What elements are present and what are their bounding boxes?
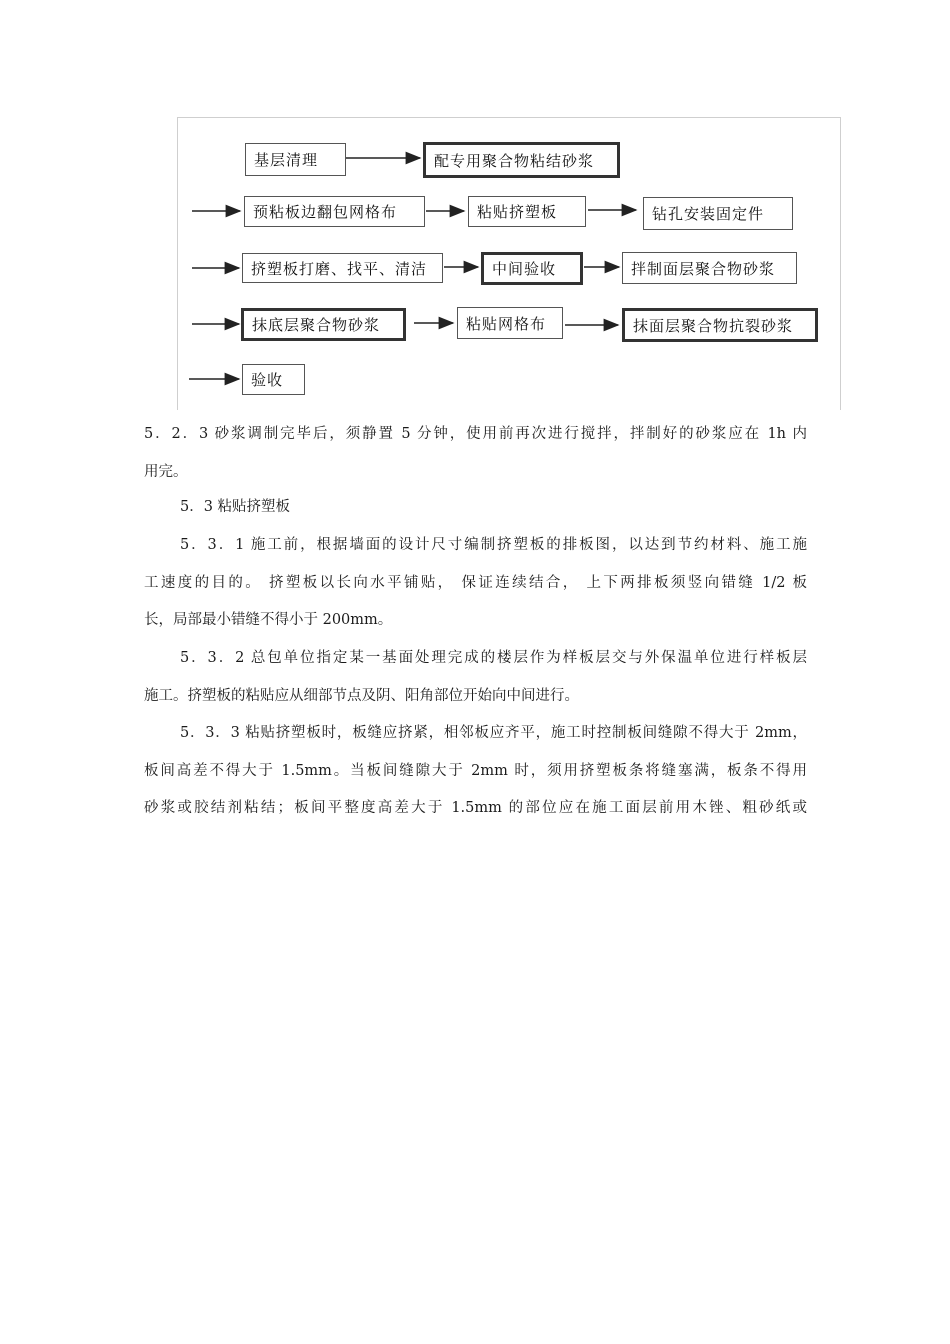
body-text: [144, 527, 807, 640]
flow-step: 粘贴网格布: [457, 307, 563, 339]
flow-step: 配专用聚合物粘结砂浆: [423, 142, 620, 178]
paragraph-line: 5．3．2 总包单位指定某一基面处理完成的楼层作为样板层交与外保温单位进行样板层: [180, 650, 807, 666]
paragraph-line: 5．3．3 粘贴挤塑板时，板缝应挤紧，相邻板应齐平，施工时控制板间缝隙不得大于 2mm，: [180, 725, 807, 741]
flow-step: 验收: [242, 364, 305, 395]
paragraph-line: 5．3．1 施工前，根据墙面的设计尺寸编制挤塑板的排板图，以达到节约材料、施工施: [180, 537, 807, 553]
paragraph-line: 施工。挤塑板的粘贴应从细部节点及阴、阳角部位开始向中间进行。: [144, 687, 579, 704]
paragraph-line: 5．3 粘贴挤塑板: [180, 499, 291, 515]
flow-step: 预粘板边翻包网格布: [244, 196, 425, 227]
flow-step: 抹底层聚合物砂浆: [241, 308, 406, 341]
section-heading: [144, 489, 807, 527]
flow-step: 基层清理: [245, 143, 346, 176]
flow-step: 中间验收: [481, 252, 583, 285]
body-text: [144, 416, 807, 491]
body-text: [144, 715, 807, 828]
flow-step: 挤塑板打磨、找平、清洁: [242, 253, 443, 283]
flow-step: 钻孔安装固定件: [643, 197, 793, 230]
paragraph-line: 长，局部最小错缝不得小于 200mm。: [144, 612, 393, 628]
flow-step: 粘贴挤塑板: [468, 196, 586, 227]
paragraph-line: 砂浆或胶结剂粘结；板间平整度高差大于 1.5mm 的部位应在施工面层前用木锉、粗砂纸或: [144, 800, 807, 816]
paragraph-line: 5．2．3 砂浆调制完毕后，须静置 5 分钟，使用前再次进行搅拌，拌制好的砂浆应在 1h 内: [144, 426, 807, 442]
paragraph-line: 工速度的目的。 挤塑板以长向水平铺贴， 保证连续结合， 上下两排板须竖向错缝 1/2 板: [144, 574, 807, 591]
paragraph-line: 板间高差不得大于 1.5mm。当板间缝隙大于 2mm 时，须用挤塑板条将缝塞满，板条不得用: [144, 762, 807, 779]
paragraph-line: 用完。: [144, 463, 188, 480]
flow-step: 抹面层聚合物抗裂砂浆: [622, 308, 818, 342]
process-flowchart: [177, 117, 841, 410]
body-text: [144, 640, 807, 715]
flow-step: 拌制面层聚合物砂浆: [622, 252, 797, 284]
